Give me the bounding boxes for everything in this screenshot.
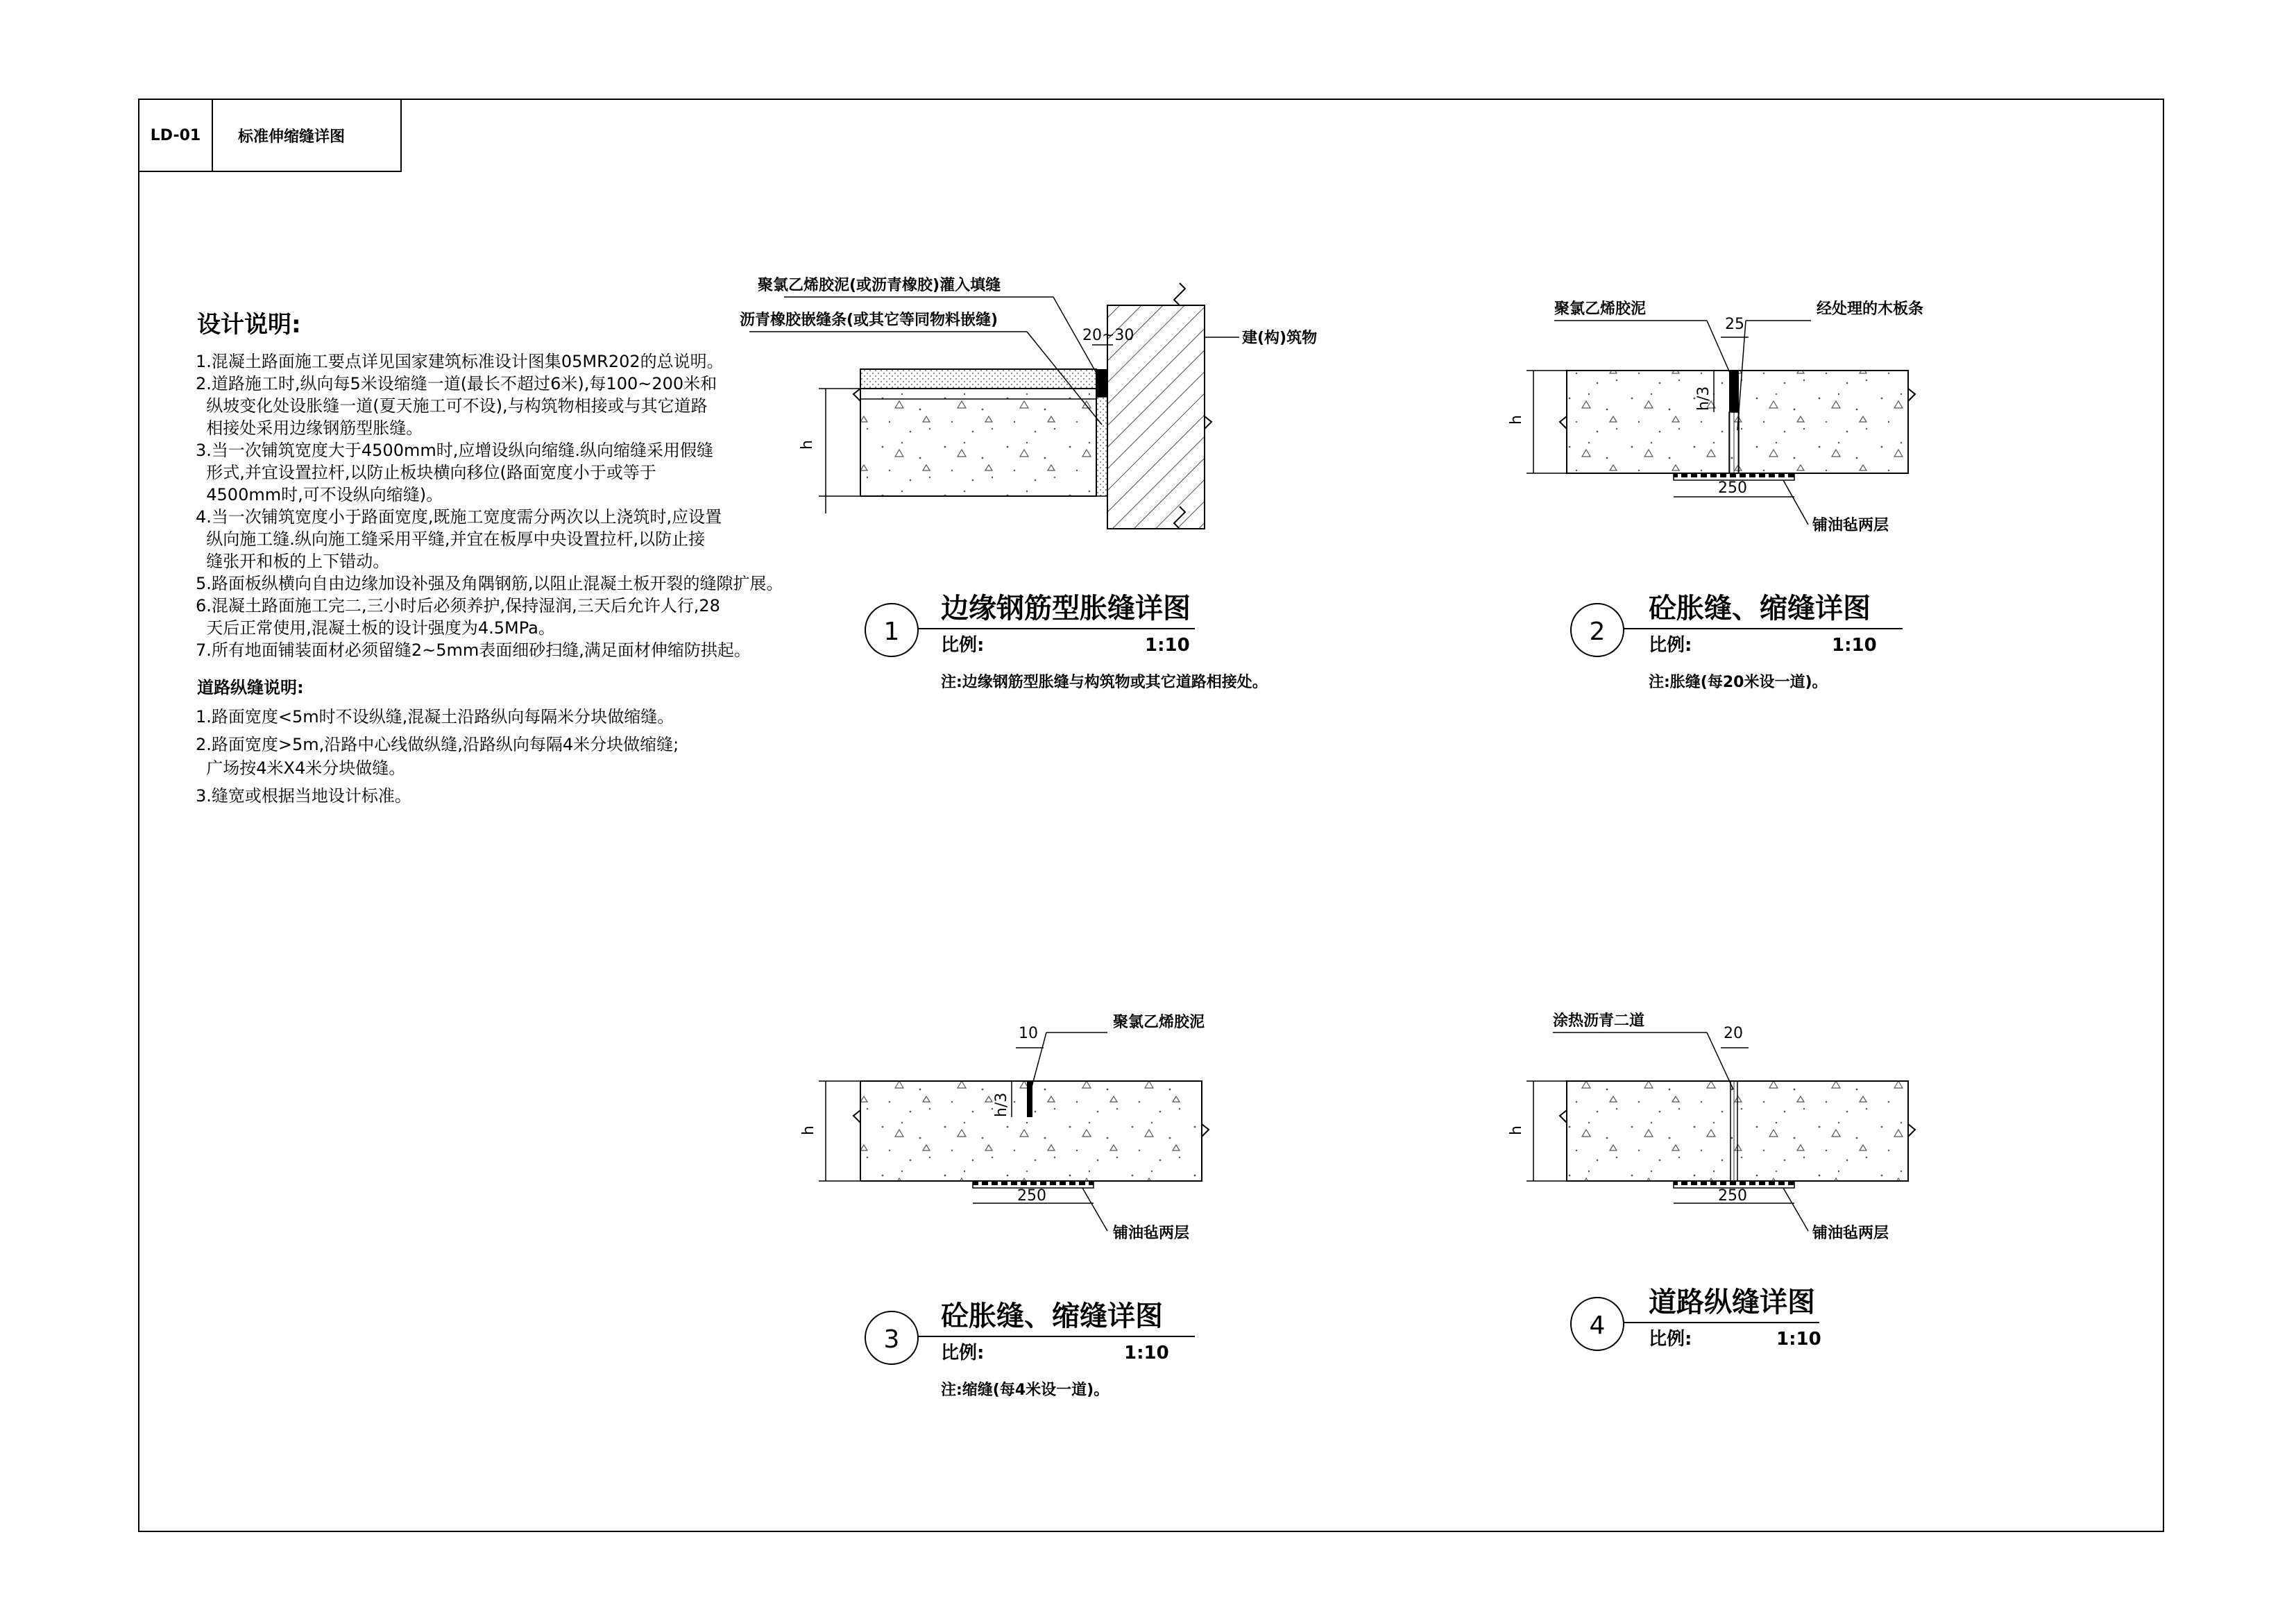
detail-1-building-label: 建(构)筑物: [1242, 330, 1318, 347]
detail-3-width-label: 10: [1019, 1025, 1038, 1042]
detail-4-base-label: 250: [1718, 1187, 1747, 1205]
detail-2-sealant-label: 聚氯乙烯胶泥: [1554, 300, 1647, 318]
detail-3-sealant-label: 聚氯乙烯胶泥: [1113, 1014, 1205, 1031]
detail-1-surface-layer: [860, 369, 1096, 389]
detail-2-board-label: 经处理的木板条: [1817, 300, 1924, 318]
detail-3-scale-label: 比例:: [941, 1343, 985, 1363]
detail-2-scale: 1:10: [1832, 635, 1877, 656]
detail-4-title: 道路纵缝详图: [1649, 1286, 1815, 1318]
detail-3-number: 3: [883, 1325, 900, 1354]
detail-2-depth-label: h/3: [1695, 386, 1712, 411]
detail-1-slab: [860, 389, 1096, 496]
detail-4-felt-label: 铺油毡两层: [1812, 1225, 1889, 1242]
detail-3-h-label: h: [800, 1125, 817, 1135]
detail-4-width-label: 20: [1724, 1025, 1743, 1042]
detail-1-filler-label: 聚氯乙烯胶泥(或沥青橡胶)灌入填缝: [758, 277, 1001, 294]
detail-1-strip-label: 沥青橡胶嵌缝条(或其它等同物料嵌缝): [740, 312, 998, 329]
joint-note-2: 2.路面宽度>5m,沿路中心线做纵缝,沿路纵向每隔4米分块做缩缝; 广场按4米X4米分块做缝。: [196, 735, 679, 778]
detail-1-scale-label: 比例:: [941, 635, 985, 656]
design-note-3: 3.当一次铺筑宽度大于4500mm时,应增设纵向缩缝.纵向缩缝采用假缝 形式,并宜设置拉杆,以防止板块横向移位(路面宽度小于或等于 4500mm时,可不设纵向缩缝)。: [196, 441, 713, 504]
detail-1-number: 1: [883, 618, 900, 646]
design-note-7: 7.所有地面铺装面材必须留缝2~5mm表面细砂扫缝,满足面材伸缩防拱起。: [196, 640, 751, 660]
detail-1-h-label: h: [799, 440, 816, 450]
detail-1-note: 注:边缘钢筋型胀缝与构筑物或其它道路相接处。: [941, 674, 1268, 691]
detail-2-felt-label: 铺油毡两层: [1812, 517, 1889, 534]
detail-1-scale: 1:10: [1145, 635, 1190, 656]
detail-2-board: [1729, 412, 1739, 473]
design-note-4: 4.当一次铺筑宽度小于路面宽度,既施工宽度需分两次以上浇筑时,应设置 纵向施工缝.纵向施工缝采用平缝,并宜在板厚中央设置拉杆,以防止接 缝张开和板的上下错动。: [196, 507, 722, 571]
detail-3-base-label: 250: [1017, 1187, 1046, 1205]
design-note-5: 5.路面板纵横向自由边缘加设补强及角隅钢筋,以阻止混凝土板开裂的缝隙扩展。: [196, 574, 783, 593]
detail-2-title: 砼胀缝、缩缝详图: [1649, 593, 1871, 624]
joint-notes-heading: 道路纵缝说明:: [197, 678, 304, 697]
detail-1-sealant: [1096, 369, 1107, 397]
joint-note-3: 3.缝宽或根据当地设计标准。: [196, 786, 411, 806]
detail-3-felt-label: 铺油毡两层: [1113, 1225, 1190, 1242]
detail-1-gap-label: 20~30: [1082, 327, 1134, 344]
detail-2-note: 注:胀缝(每20米设一道)。: [1649, 674, 1828, 691]
detail-4-scale: 1:10: [1776, 1329, 1821, 1350]
detail-3-scale: 1:10: [1124, 1343, 1169, 1363]
design-note-6: 6.混凝土路面施工完二,三小时后必须养护,保持湿润,三天后允许人行,28 天后正常使用,混凝土板的设计强度为4.5MPa。: [196, 596, 720, 638]
detail-1-drawing: [740, 276, 1317, 691]
detail-2-base-label: 250: [1718, 479, 1747, 497]
detail-4-joint: [1730, 1081, 1737, 1181]
sheet-title: 标准伸缩缝详图: [238, 128, 346, 146]
detail-2-scale-label: 比例:: [1649, 635, 1692, 656]
design-note-1: 1.混凝土路面施工要点详见国家建筑标准设计图集05MR202的总说明。: [196, 352, 724, 371]
detail-3-note: 注:缩缝(每4米设一道)。: [941, 1382, 1109, 1399]
detail-3-title: 砼胀缝、缩缝详图: [941, 1300, 1163, 1332]
detail-3-depth-label: h/3: [993, 1092, 1010, 1117]
detail-2-h-label: h: [1508, 415, 1525, 425]
detail-2-drawing: [1508, 300, 1923, 691]
detail-4-number: 4: [1589, 1311, 1606, 1340]
detail-2-width-label: 25: [1725, 316, 1744, 333]
detail-2-number: 2: [1589, 618, 1606, 646]
sheet-code: LD-01: [139, 100, 213, 171]
detail-4-coat-label: 涂热沥青二道: [1553, 1012, 1645, 1030]
joint-note-1: 1.路面宽度<5m时不设纵缝,混凝土沿路纵向每隔米分块做缩缝。: [196, 707, 674, 726]
detail-4-h-label: h: [1508, 1125, 1525, 1135]
design-note-2: 2.道路施工时,纵向每5米设缩缝一道(最长不超过6米),每100~200米和 纵坡变化处设胀缝一道(夏天施工可不设),与构筑物相接或与其它道路 相接处采用边缘钢筋型胀缝。: [196, 374, 717, 438]
design-notes-heading: 设计说明:: [197, 311, 301, 339]
detail-4-drawing: [1508, 1012, 1915, 1350]
detail-2-sealant: [1729, 371, 1739, 412]
detail-1-joint-strip: [1096, 397, 1107, 496]
detail-4-scale-label: 比例:: [1649, 1329, 1692, 1350]
detail-1-title: 边缘钢筋型胀缝详图: [941, 593, 1191, 624]
detail-3-drawing: [800, 1013, 1209, 1399]
